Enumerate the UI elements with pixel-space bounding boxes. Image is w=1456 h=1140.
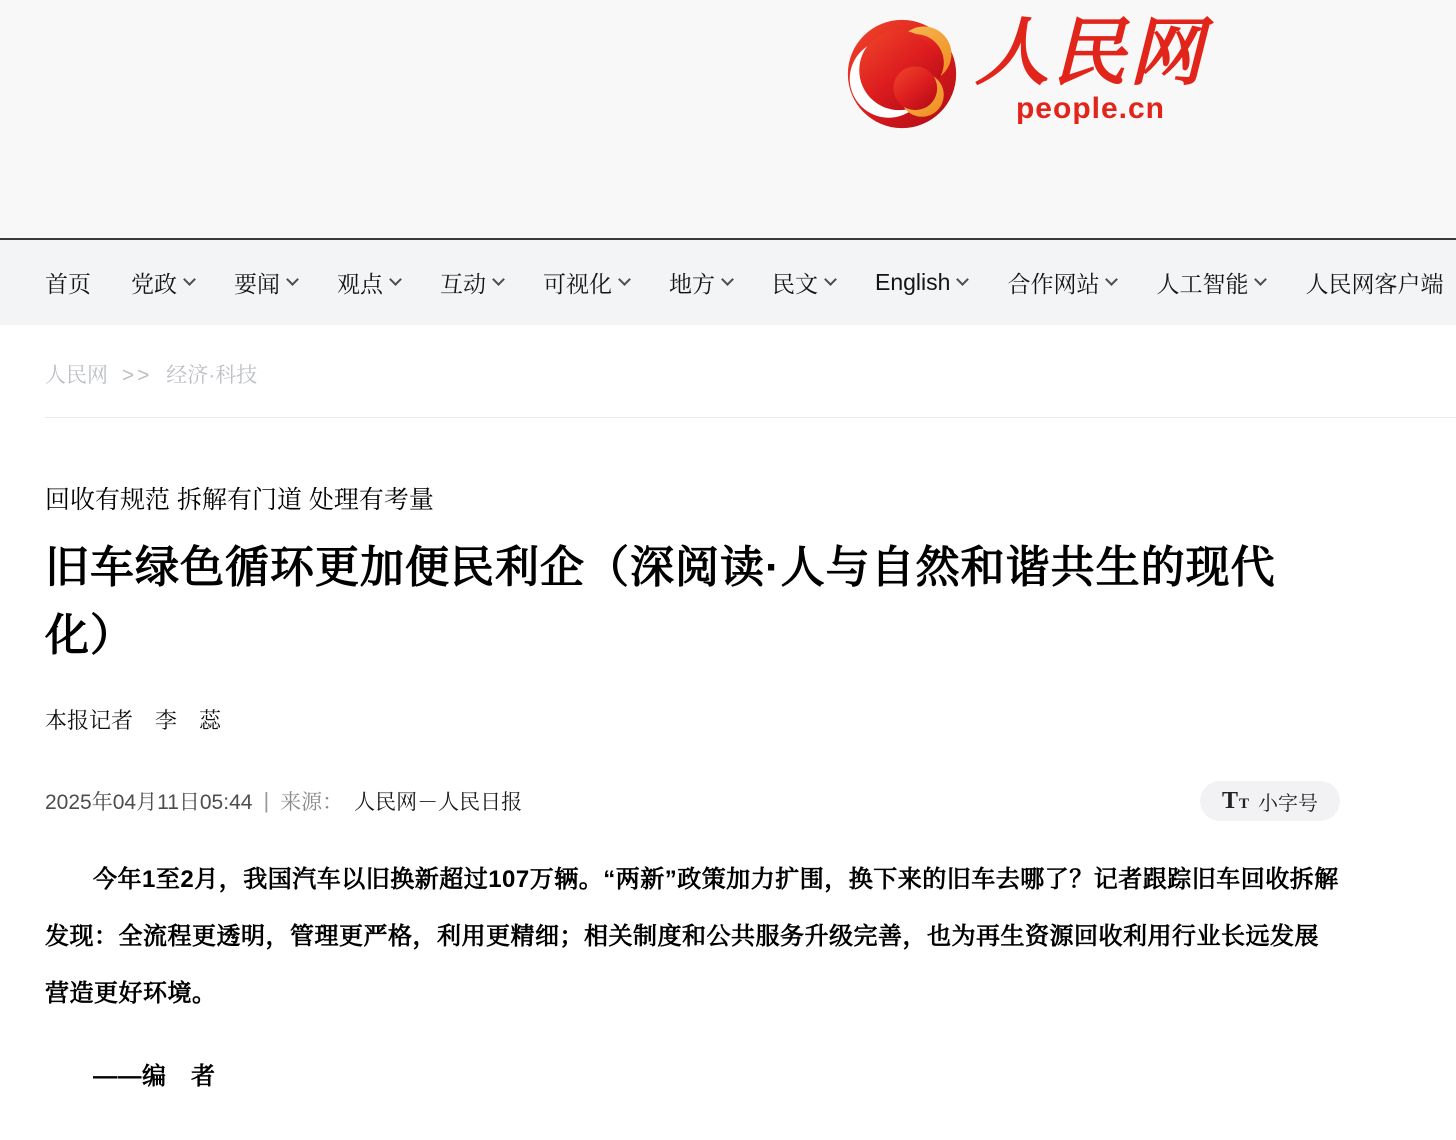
breadcrumb-section — [0, 325, 1456, 418]
site-logo[interactable] — [845, 11, 1206, 134]
nav-item-minority-languages[interactable]: 民文 — [772, 266, 835, 299]
meta-separator: | — [263, 788, 270, 813]
editor-signature: ——编 者 — [93, 1063, 216, 1090]
nav-item-partner-sites[interactable]: 合作网站 — [1007, 266, 1116, 299]
breadcrumb-site-link[interactable]: 人民网 — [45, 364, 108, 387]
nav-item-party-gov[interactable]: 党政 — [131, 266, 194, 299]
logo-chinese-wordmark: 人民网 — [975, 11, 1206, 94]
nav-item-opinions[interactable]: 观点 — [337, 266, 400, 299]
article-kicker: 回收有规范 拆解有门道 处理有考量 — [45, 486, 434, 514]
source-link[interactable]: 人民网－人民日报 — [354, 791, 523, 814]
chevron-down-icon — [183, 273, 196, 286]
nav-item-english[interactable]: English — [875, 269, 967, 296]
nav-item-local[interactable]: 地方 — [669, 266, 732, 299]
chevron-down-icon — [957, 273, 970, 286]
chevron-down-icon — [1255, 273, 1268, 286]
nav-item-ai[interactable]: 人工智能 — [1156, 266, 1265, 299]
font-size-button-label: 小字号 — [1258, 792, 1318, 815]
site-header — [0, 0, 1456, 240]
chevron-down-icon — [824, 273, 837, 286]
chevron-down-icon — [618, 273, 631, 286]
chevron-down-icon — [492, 273, 505, 286]
breadcrumb — [45, 359, 1456, 389]
nav-item-visualization[interactable]: 可视化 — [543, 266, 629, 299]
chevron-down-icon — [721, 273, 734, 286]
main-nav — [0, 240, 1456, 325]
intro-paragraph: 今年1至2月，我国汽车以旧换新超过107万辆。“两新”政策加力扩围，换下来的旧车去哪了？记者跟踪旧车回收拆解发现：全流程更透明，管理更严格，利用更精细；相关制度和公共服务升级完善，也为再生资源回收利用行业长远发展营造更好环境。 — [45, 866, 1339, 1007]
article-meta-bar — [45, 781, 1340, 821]
nav-item-people-app[interactable]: 人民网客户端 — [1305, 271, 1444, 297]
nav-item-interaction[interactable]: 互动 — [440, 266, 503, 299]
article-title: 旧车绿色循环更加便民利企（深阅读·人与自然和谐共生的现代化） — [45, 543, 1276, 660]
chevron-down-icon — [389, 273, 402, 286]
source-label: 来源： — [280, 791, 344, 814]
nav-item-key-news[interactable]: 要闻 — [234, 266, 297, 299]
nav-item-home[interactable]: 首页 — [45, 271, 91, 297]
divider-line — [45, 417, 1456, 418]
people-globe-icon — [845, 14, 959, 134]
breadcrumb-separator: >> — [121, 364, 153, 387]
publish-date: 2025年04月11日05:44 — [45, 791, 253, 814]
publish-info — [45, 786, 522, 816]
article-byline: 本报记者 李 蕊 — [45, 708, 222, 733]
text-size-icon: T T — [1221, 787, 1249, 814]
chevron-down-icon — [286, 273, 299, 286]
article — [45, 480, 1340, 1094]
logo-domain-text: people.cn — [1015, 91, 1166, 125]
breadcrumb-category-link[interactable]: 经济·科技 — [166, 364, 258, 387]
article-body — [45, 851, 1340, 1094]
chevron-down-icon — [1106, 273, 1119, 286]
font-size-button[interactable] — [1200, 781, 1340, 821]
